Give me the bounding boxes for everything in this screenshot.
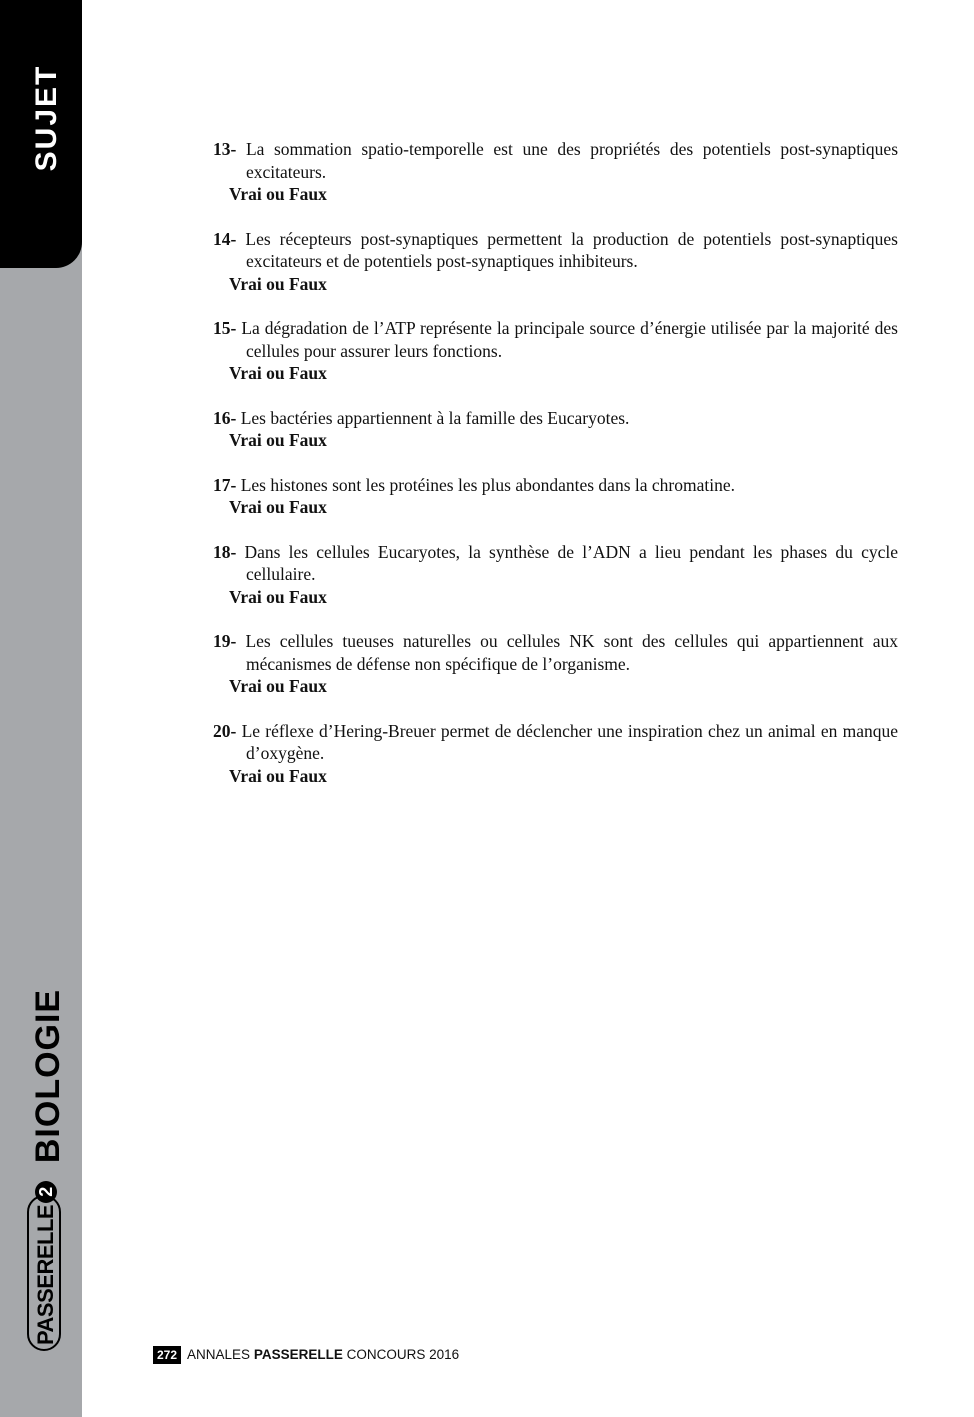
sidebar bbox=[0, 0, 82, 1417]
answer-choices: Vrai ou Faux bbox=[229, 497, 327, 517]
logo-text: PASSERELLE bbox=[33, 1204, 58, 1345]
answer-choices: Vrai ou Faux bbox=[229, 184, 327, 204]
question-number: 18- bbox=[213, 541, 237, 562]
answer-choices: Vrai ou Faux bbox=[229, 586, 327, 607]
question-item bbox=[213, 541, 898, 609]
question-number: 19- bbox=[213, 631, 237, 651]
question-list bbox=[213, 138, 898, 809]
question-text: Les histones sont les protéines les plus abondantes dans la chromatine. bbox=[240, 474, 735, 495]
subject-label: BIOLOGIE bbox=[29, 988, 67, 1164]
question-text: La dégradation de l’ATP représente la principale source d’énergie utilisée par la majorité des cellules pour assurer leurs fonctions. bbox=[241, 318, 898, 361]
question-number: 13- bbox=[213, 139, 237, 159]
question-text-line bbox=[213, 720, 898, 765]
passerelle-logo bbox=[27, 1187, 61, 1351]
answer-choices: Vrai ou Faux bbox=[229, 430, 327, 450]
question-text-line bbox=[213, 317, 898, 362]
question-item bbox=[213, 317, 898, 385]
question-number: 20- bbox=[213, 720, 237, 741]
question-item bbox=[213, 630, 898, 698]
question-text-line bbox=[213, 228, 898, 273]
question-text-line bbox=[213, 138, 898, 183]
section-label: SUJET bbox=[30, 64, 63, 172]
answer-choices: Vrai ou Faux bbox=[229, 273, 327, 294]
question-text: Les cellules tueuses naturelles ou cellules NK sont des cellules qui appartiennent aux mécanismes de défense non spécifique de l’organisme. bbox=[245, 631, 899, 674]
logo-wordmark bbox=[32, 1187, 60, 1345]
footer-prefix: ANNALES bbox=[187, 1347, 251, 1362]
question-item bbox=[213, 474, 898, 519]
page-footer bbox=[153, 1346, 459, 1364]
answer-choices: Vrai ou Faux bbox=[229, 765, 327, 786]
question-text-line bbox=[213, 541, 898, 586]
question-item bbox=[213, 407, 898, 452]
answer-choices: Vrai ou Faux bbox=[229, 676, 327, 696]
question-number: 16- bbox=[213, 407, 237, 428]
footer-suffix: CONCOURS 2016 bbox=[346, 1347, 460, 1362]
question-number: 15- bbox=[213, 318, 237, 338]
question-text: Dans les cellules Eucaryotes, la synthèse de l’ADN a lieu pendant les phases du cycle cellulaire. bbox=[244, 541, 898, 584]
logo-number: 2 bbox=[35, 1181, 57, 1203]
question-text: Les bactéries appartiennent à la famille des Eucaryotes. bbox=[240, 407, 630, 428]
question-text-line bbox=[213, 474, 898, 497]
page-number: 272 bbox=[153, 1346, 181, 1364]
question-text: Le réflexe d’Hering-Breuer permet de déclencher une inspiration chez un animal en manque d’oxygène. bbox=[241, 720, 899, 763]
question-text-line bbox=[213, 407, 898, 430]
sidebar-section-tab bbox=[0, 0, 82, 268]
question-number: 17- bbox=[213, 474, 237, 495]
question-number: 14- bbox=[213, 228, 237, 249]
question-text-line bbox=[213, 630, 898, 675]
answer-choices: Vrai ou Faux bbox=[229, 363, 327, 383]
question-text: Les récepteurs post-synaptiques permettent la production de potentiels post-synaptiques excitateurs et de potentiels post-synaptiques inhibiteurs. bbox=[245, 228, 898, 271]
question-item bbox=[213, 138, 898, 206]
question-item bbox=[213, 720, 898, 788]
question-item bbox=[213, 228, 898, 296]
question-text: La sommation spatio-temporelle est une des propriétés des potentiels post-synaptiques excitateurs. bbox=[245, 139, 899, 182]
footer-brand: PASSERELLE bbox=[253, 1347, 343, 1362]
